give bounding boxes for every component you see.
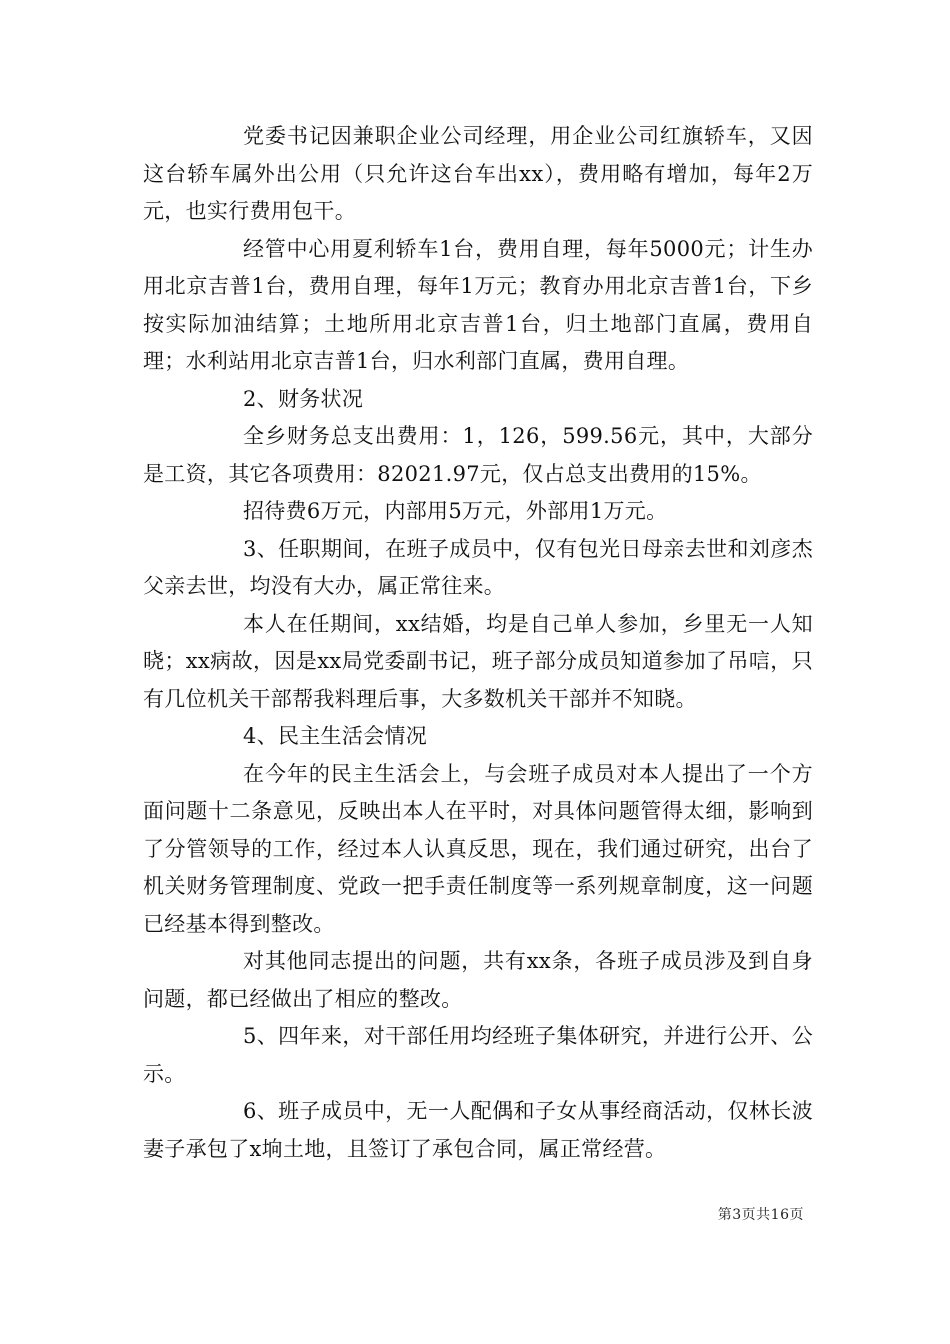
- paragraph-family-business: 6、班子成员中，无一人配偶和子女从事经商活动，仅林长波妻子承包了x垧土地，且签订了承包合同，属正常经营。: [143, 1099, 813, 1161]
- paragraph-meeting-opinions: 在今年的民主生活会上，与会班子成员对本人提出了一个方面问题十二条意见，反映出本人在平时，对具体问题管得太细，影响到了分管领导的工作，经过本人认真反思，现在，我们通过研究，出台了机关财务管理制度、党政一把手责任制度等一系列规章制度，这一问题已经基本得到整改。: [143, 761, 813, 936]
- paragraph-hospitality-cost: 招待费6万元，内部用5万元，外部用1万元。: [243, 499, 668, 523]
- heading-financial-status: 2、财务状况: [243, 386, 364, 411]
- paragraph-vehicle-usage: 经管中心用夏利轿车1台，费用自理，每年5000元；计生办用北京吉普1台，费用自理，每年1万元；教育办用北京吉普1台，下乡按实际加油结算；土地所用北京吉普1台，归土地部门直属，费用自理；水利站用北京吉普1台，归水利部门直属，费用自理。: [143, 236, 813, 373]
- paragraph-cadre-appointment: 5、四年来，对干部任用均经班子集体研究，并进行公开、公示。: [143, 1024, 813, 1086]
- paragraph-tenure-events: 3、任职期间，在班子成员中，仅有包光日母亲去世和刘彦杰父亲去世，均没有大办，属正常往来。: [143, 536, 813, 598]
- paragraph-other-issues: 对其他同志提出的问题，共有xx条，各班子成员涉及到自身问题，都已经做出了相应的整改。: [143, 949, 813, 1011]
- page-number-footer: 第3页共16页: [717, 1207, 804, 1223]
- heading-democratic-meeting: 4、民主生活会情况: [243, 724, 428, 748]
- paragraph-total-expenditure: 全乡财务总支出费用：1，126，599.56元，其中，大部分是工资，其它各项费用：82021.97元，仅占总支出费用的15%。: [143, 424, 813, 486]
- paragraph-personal-events: 本人在任期间，xx结婚，均是自己单人参加，乡里无一人知晓；xx病故，因是xx局党委副书记，班子部分成员知道参加了吊唁，只有几位机关干部帮我料理后事，大多数机关干部并不知晓。: [143, 611, 813, 711]
- paragraph-party-secretary-car: 党委书记因兼职企业公司经理，用企业公司红旗轿车，又因这台轿车属外出公用（只允许这台车出xx），费用略有增加，每年2万元，也实行费用包干。: [143, 124, 813, 223]
- document-body: [143, 118, 813, 1168]
